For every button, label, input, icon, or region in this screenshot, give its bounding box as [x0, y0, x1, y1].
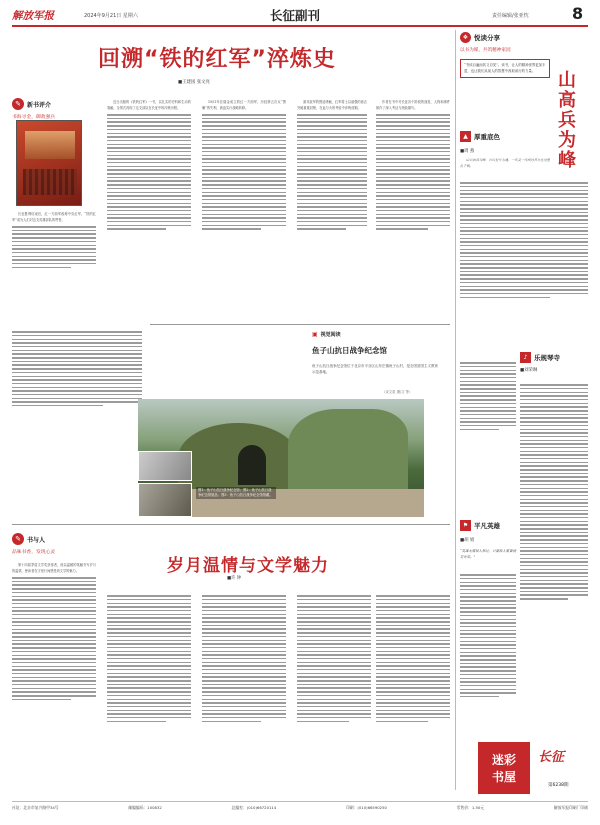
- music-author: ■刘荣琳: [520, 368, 538, 373]
- music-section-title: 乐规琴寺: [534, 354, 560, 362]
- photo-feature-credit: （宋文星 摄/文 等）: [382, 390, 413, 394]
- footer-hotline: 印刷：(010)66590250: [345, 805, 387, 810]
- main-text-col-4: [297, 100, 367, 232]
- poem-author: ■周 燕: [460, 149, 475, 154]
- footer-price: 零售价：1.50元: [456, 805, 485, 810]
- mountain-icon: ▲: [460, 131, 471, 142]
- camera-icon: ▣: [312, 331, 318, 338]
- promo-title-line1: 迷彩: [491, 753, 516, 767]
- main-paragraph-3: 面对敌军的围追堵截，红军将士以顽强的意志突破重重封锁，在血与火的考验中淬炼成钢。: [297, 100, 367, 110]
- plain-author: ■胡 娟: [460, 538, 475, 543]
- main-intro: 长征胜利结束后，红一方面军改称中央红军，“铁的红军”成为人们对这支英雄部队的赞誉。: [12, 212, 96, 222]
- bottom-text-col-2: [107, 593, 191, 724]
- plain-left-text: [460, 360, 516, 432]
- bottom-text-col-1: [12, 563, 96, 702]
- open-book-icon: ❖: [460, 32, 471, 43]
- main-paragraph-1: 近日出版的《铁的红军》一书，以扎实的史料和生动的笔触，全景式再现了这支部队在长征中的淬炼历程。: [107, 100, 191, 110]
- book-and-people-badge: [12, 533, 102, 555]
- camo-bookstore-promo: [478, 742, 588, 794]
- plain-section-title: 平凡英雄: [474, 522, 500, 530]
- visual-reading-label: [312, 331, 341, 338]
- main-text-col-3: [202, 100, 286, 232]
- right-column-divider: [455, 30, 456, 790]
- photo-left-text: [12, 329, 142, 409]
- main-text-col-1: [12, 212, 96, 270]
- photo-feature-caption: 鱼子山抗日战争纪念馆位于北京市平谷区山东庄镇鱼子山村，是全国爱国主义教育示范基地。: [312, 364, 438, 374]
- main-text-col-2: [107, 100, 191, 232]
- main-article: [12, 32, 450, 324]
- poem-text: [460, 180, 588, 300]
- poem-title: 山高兵为峰: [555, 70, 576, 170]
- inset-photo-caption: 图1：鱼子山抗日战争纪念馆；图2：鱼子山抗日战争纪念馆展品；图3：鱼子山抗日战争纪念馆馆藏。: [196, 487, 276, 499]
- bottom-text-col-5: [376, 593, 450, 724]
- review-quote-box: [460, 59, 550, 78]
- bottom-article-title: 岁月温情与文学魅力: [167, 556, 329, 576]
- poem-section-title: 厚重底色: [474, 133, 500, 141]
- newspaper-masthead: 解放军报: [12, 10, 54, 22]
- photo-feature-title: 鱼子山抗日战争纪念馆: [312, 346, 387, 355]
- editor-line: 责任编辑/张亚忱: [492, 13, 529, 19]
- photo-feature: [150, 324, 450, 520]
- footer-phone: 总编室：(010)66720114: [231, 805, 277, 810]
- plain-section: [460, 520, 516, 560]
- plain-quote: “英雄无需被人铭记，只要被人需要就是光荣。”: [460, 549, 516, 559]
- plain-text: [460, 572, 516, 700]
- main-article-byline: ■王建国 张文亮: [178, 80, 210, 85]
- book-cover: [16, 120, 82, 206]
- music-text: [520, 382, 588, 602]
- music-icon: ♪: [520, 352, 531, 363]
- book-review-badge: [12, 98, 92, 120]
- page-number: 8: [572, 4, 584, 23]
- bottom-intro: 第十四届茅盾文学奖获得者，他以温暖的笔触书写岁月的温情，使读者在字里行间感受到文学的魅力。: [12, 563, 96, 573]
- book-and-people-label: 书与人: [27, 536, 46, 544]
- main-paragraph-2: 1931年在瑞金成立的红一方面军，历经第五次反“围剿”的失利，被迫实行战略转移。: [202, 100, 286, 110]
- promo-badge: [478, 742, 530, 794]
- promo-title-line2: 书屋: [491, 770, 516, 784]
- book-review-subtitle: 书海寻金，御敌强兵: [12, 115, 56, 120]
- bottom-text-col-3: [202, 593, 286, 724]
- promo-brand: 长征: [538, 750, 565, 765]
- footer-rule: [12, 801, 588, 802]
- visual-reading-text: 视觉阅读: [320, 332, 341, 338]
- bottom-text-col-4: [297, 593, 371, 724]
- footer-postcode: 邮编编码：100832: [128, 805, 162, 810]
- inset-photo-2: [138, 483, 192, 517]
- review-section-subtitle: 以书为媒，共筑精神家园: [460, 48, 511, 53]
- footer: [12, 805, 588, 817]
- people-icon: ✎: [12, 533, 24, 545]
- music-section: [520, 352, 588, 373]
- footer-address: 社址：北京市复兴路甲34号: [12, 805, 59, 810]
- flag-icon: ⚑: [460, 520, 471, 531]
- footer-printer: 解放军报印刷厂印刷: [553, 805, 588, 810]
- main-text-col-5: [376, 100, 450, 232]
- main-article-title: 回溯“铁的红军”淬炼史: [98, 47, 336, 72]
- bottom-article-byline: ■许 钟: [227, 576, 242, 581]
- book-icon: ✎: [12, 98, 24, 110]
- review-quote: “书读百遍而其义自见”。读书，让人的精神世界更加丰盈，也让我们从前人的智慧中汲取前行的力量。: [464, 63, 546, 73]
- book-and-people-subtitle: 品味书香，发现心灵: [12, 550, 56, 555]
- section-title: 长征副刊: [270, 8, 321, 23]
- poem-section: [460, 131, 550, 171]
- bottom-article: [12, 524, 450, 792]
- issue-date: 2024年9月21日 星期六: [84, 13, 138, 19]
- inset-photo-1: [138, 451, 192, 481]
- poem-intro: 山以高耸为峰，兵以坚守为魂，一代又一代戍边官兵在这里扎下根。: [460, 158, 550, 168]
- main-paragraph-4: 作者在书中对长征各个阶段的战役、人物和事件都作了深入考证与细致描写。: [376, 100, 450, 110]
- review-section-title: 悦读分享: [474, 34, 500, 42]
- book-review-label: 新书评介: [27, 101, 52, 109]
- promo-issue: 第6238期: [548, 783, 569, 788]
- header-rule: [12, 25, 588, 27]
- page-header: [12, 5, 588, 25]
